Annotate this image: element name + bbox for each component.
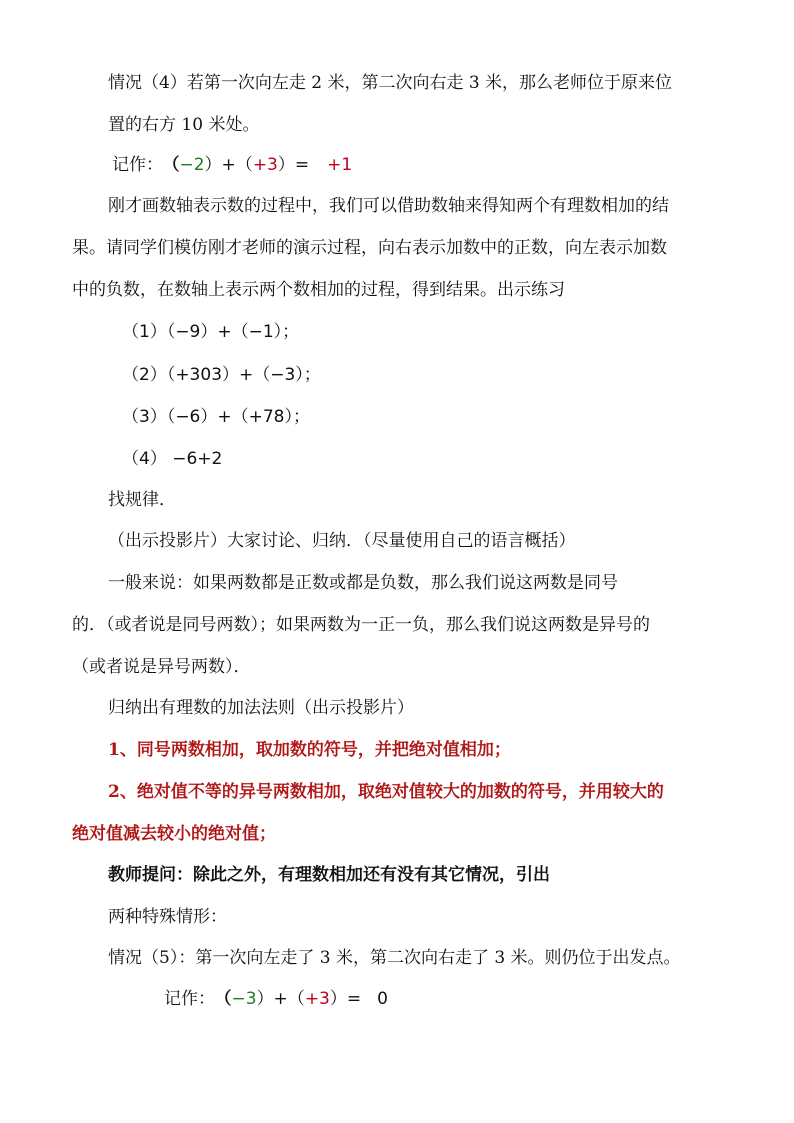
exercise-item: （2）（+303）+（−3）； xyxy=(122,365,321,385)
rule-2-line1: 2、绝对值不等的异号两数相加，取绝对值较大的加数的符号，并用较大的 xyxy=(108,782,664,802)
formula-label: 记作： xyxy=(112,155,163,175)
exercise-item: （1）（−9）+（−1）； xyxy=(122,322,300,342)
formula-equals: ）= xyxy=(329,989,362,1009)
case4-line1: 情况（4）若第一次向左走 2 米，第二次向右走 3 米，那么老师位于原来位 xyxy=(108,73,673,93)
teacher-question: 教师提问：除此之外，有理数相加还有没有其它情况，引出 xyxy=(108,865,550,885)
formula-open: （ xyxy=(171,155,180,175)
find-pattern: 找规律． xyxy=(108,490,176,510)
case4-line2: 置的右方 10 米处。 xyxy=(108,115,260,135)
numberline-para-line1: 刚才画数轴表示数的过程中，我们可以借助数轴来得知两个有理数相加的结 xyxy=(108,196,669,216)
exercise-item: （4） −6+2 xyxy=(122,449,223,469)
formula-open: （ xyxy=(223,989,232,1009)
formula-plus: ）+（ xyxy=(204,155,253,175)
formula-result: +1 xyxy=(327,155,353,175)
formula-case4 xyxy=(112,153,352,177)
same-sign-para-line2: 的．（或者说是同号两数）；如果两数为一正一负，那么我们说这两数是异号的 xyxy=(72,615,650,635)
formula-result: 0 xyxy=(377,989,388,1009)
rule-1: 1、同号两数相加，取加数的符号，并把绝对值相加； xyxy=(108,740,511,760)
formula-plus: ）+（ xyxy=(256,989,305,1009)
rule-2-line2: 绝对值减去较小的绝对值； xyxy=(72,824,276,844)
same-sign-para-line3: （或者说是异号两数）． xyxy=(72,657,251,677)
formula-label: 记作： xyxy=(164,989,215,1009)
discussion-note: （出示投影片）大家讨论、归纳．（尽量使用自己的语言概括） xyxy=(108,531,576,551)
summary-intro: 归纳出有理数的加法法则（出示投影片） xyxy=(108,698,414,718)
formula-operand-a: −2 xyxy=(179,155,205,175)
formula-operand-b: +3 xyxy=(304,989,330,1009)
formula-operand-a: −3 xyxy=(231,989,257,1009)
numberline-para-line3: 中的负数，在数轴上表示两个数相加的过程，得到结果。出示练习 xyxy=(72,280,565,300)
formula-equals: ）= xyxy=(277,155,310,175)
formula-case5 xyxy=(164,987,388,1011)
special-cases-intro: 两种特殊情形： xyxy=(108,907,227,927)
formula-operand-b: +3 xyxy=(252,155,278,175)
same-sign-para-line1: 一般来说：如果两数都是正数或都是负数，那么我们说这两数是同号 xyxy=(108,573,618,593)
numberline-para-line2: 果。请同学们模仿刚才老师的演示过程，向右表示加数中的正数，向左表示加数 xyxy=(72,238,667,258)
exercise-item: （3）（−6）+（+78）； xyxy=(122,407,310,427)
case5-line: 情况（5）：第一次向左走了 3 米，第二次向右走了 3 米。则仍位于出发点。 xyxy=(108,948,681,968)
